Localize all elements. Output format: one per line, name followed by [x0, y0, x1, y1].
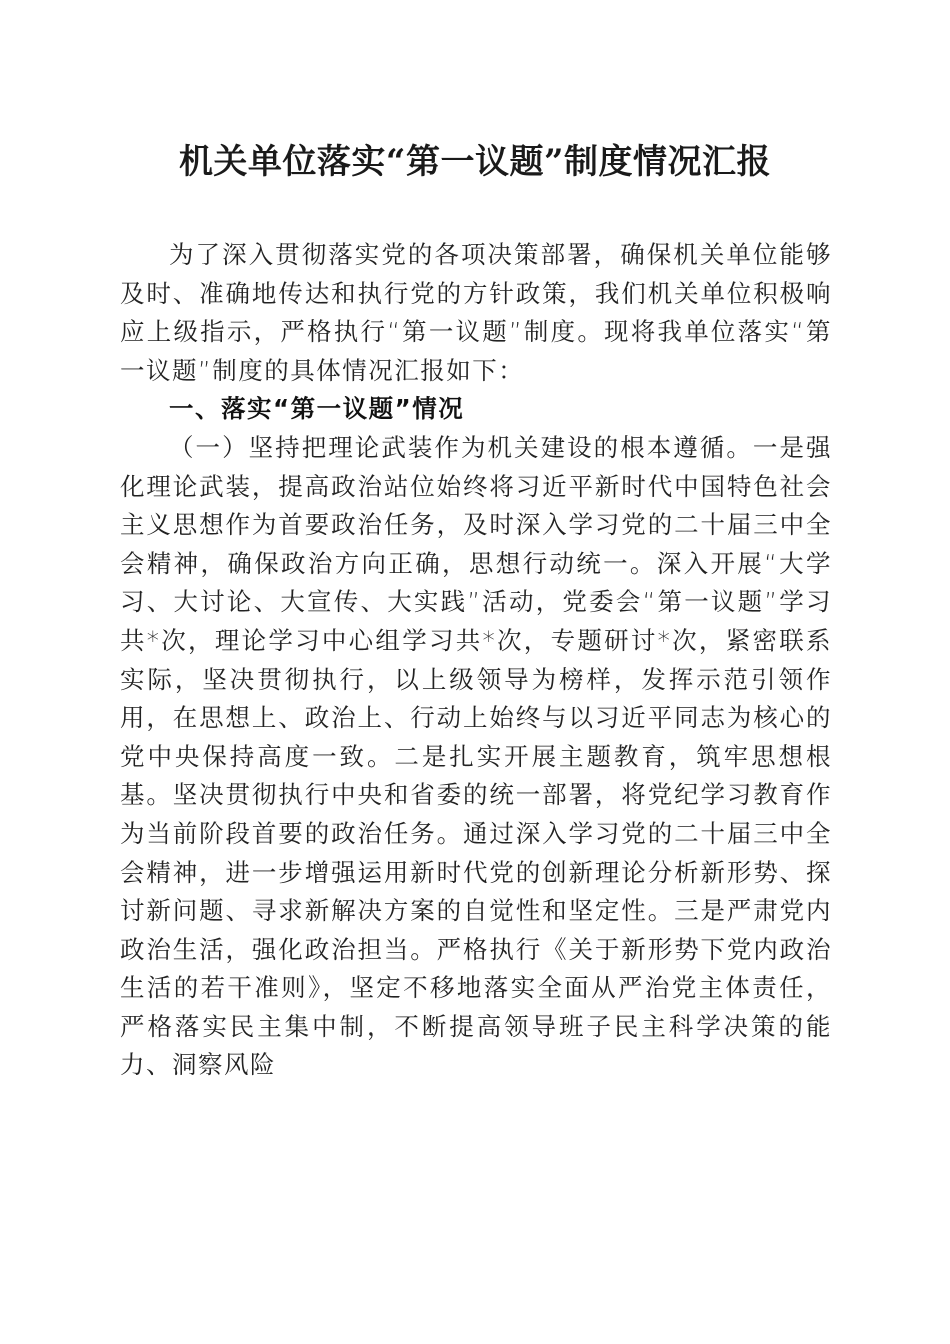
document-body — [120, 236, 832, 1085]
intro-paragraph: 为了深入贯彻落实党的各项决策部署，确保机关单位能够及时、准确地传达和执行党的方针政策，我们机关单位积极响应上级指示，严格执行“第一议题”制度。现将我单位落实“第一议题”制度的具体情况汇报如下： — [120, 240, 832, 385]
section-1-paragraph-1: （一）坚持把理论武装作为机关建设的根本遵循。一是强化理论武装，提高政治站位始终将习近平新时代中国特色社会主义思想作为首要政治任务，及时深入学习党的二十届三中全会精神，确保政治方向正确，思想行动统一。深入开展“大学习、大讨论、大宣传、大实践”活动，党委会“第一议题”学习共*次，理论学习中心组学习共*次，专题研讨*次，紧密联系实际，坚决贯彻执行，以上级领导为榜样，发挥示范引领作用，在思想上、政治上、行动上始终与以习近平同志为核心的党中央保持高度一致。二是扎实开展主题教育，筑牢思想根基。坚决贯彻执行中央和省委的统一部署，将党纪学习教育作为当前阶段首要的政治任务。通过深入学习党的二十届三中全会精神，进一步增强运用新时代党的创新理论分析新形势、探讨新问题、寻求新解决方案的自觉性和坚定性。三是严肃党内政治生活，强化政治担当。严格执行《关于新形势下党内政治生活的若干准则》，坚定不移地落实全面从严治党主体责任，严格落实民主集中制，不断提高领导班子民主科学决策的能力、洞察风险 — [120, 432, 832, 1080]
section-heading-1: 一、落实“第一议题”情况 — [169, 394, 465, 424]
document-title: 机关单位落实“第一议题”制度情况汇报 — [178, 142, 772, 182]
